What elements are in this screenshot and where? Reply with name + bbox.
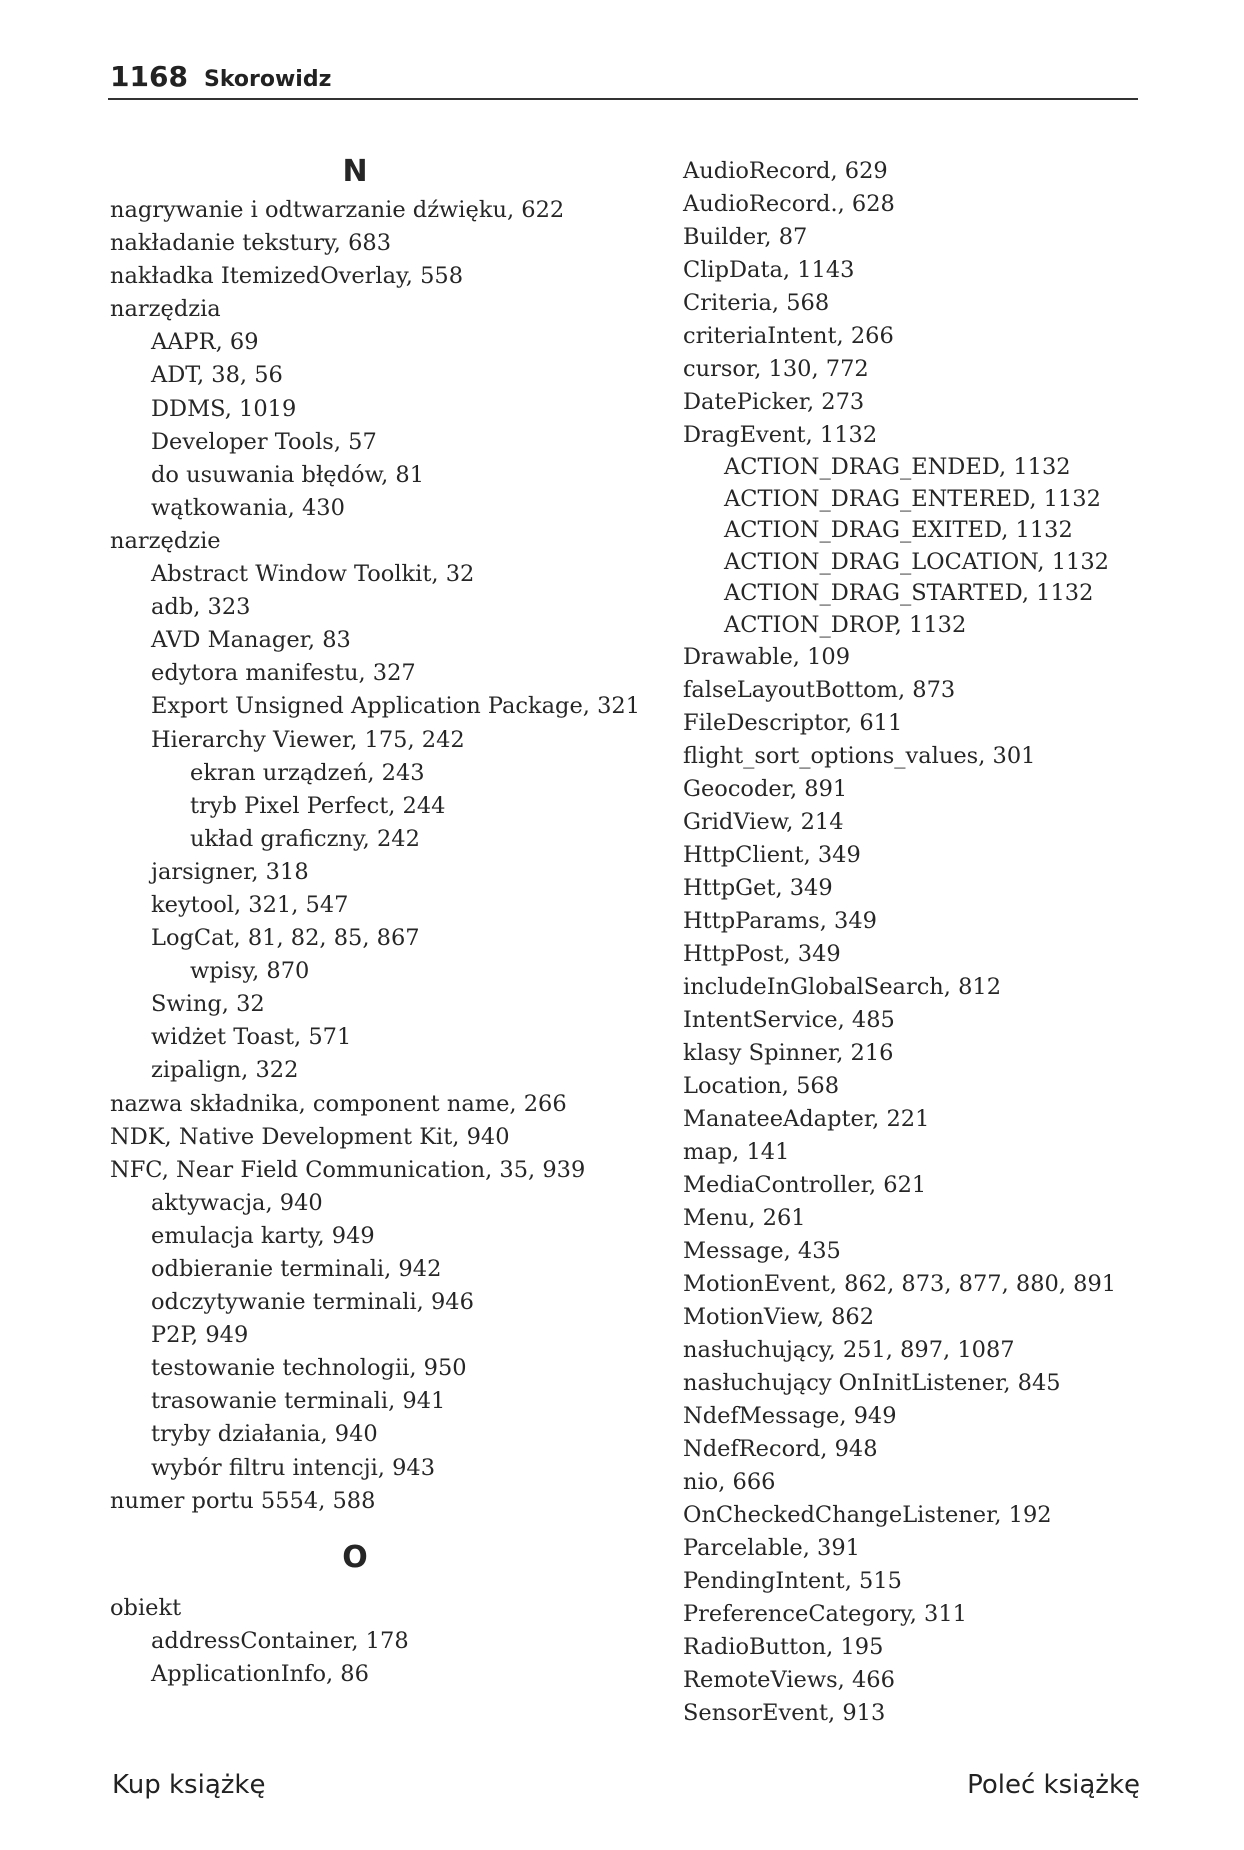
index-entry: Message, 435 [683,1238,841,1264]
index-entry: criteriaIntent, 266 [683,323,894,349]
index-entry: Developer Tools, 57 [151,428,377,455]
index-entry: wątkowania, 430 [151,494,345,521]
index-entry: Hierarchy Viewer, 175, 242 [151,726,465,753]
index-entry: DatePicker, 273 [683,389,865,415]
index-entry: nasłuchujący OnInitListener, 845 [683,1370,1061,1396]
index-entry: ACTION_DRAG_ENTERED, 1132 [724,485,1101,512]
index-entry: aktywacja, 940 [151,1189,323,1216]
index-entry: keytool, 321, 547 [151,891,349,918]
index-entry: ACTION_DRAG_LOCATION, 1132 [724,548,1109,575]
index-entry: Drawable, 109 [683,644,851,670]
index-entry: zipalign, 322 [151,1057,299,1084]
index-entry: FileDescriptor, 611 [683,710,903,736]
index-entry: OnCheckedChangeListener, 192 [683,1502,1052,1528]
index-entry: NFC, Near Field Communication, 35, 939 [110,1156,586,1183]
index-entry: testowanie technologii, 950 [151,1355,467,1382]
index-entry: obiekt [110,1594,182,1621]
index-entry: nasłuchujący, 251, 897, 1087 [683,1337,1015,1363]
index-entry: map, 141 [683,1139,790,1165]
index-entry: ADT, 38, 56 [151,362,283,389]
index-entry: HttpGet, 349 [683,875,833,901]
index-entry: falseLayoutBottom, 873 [683,677,956,703]
index-entry: ManateeAdapter, 221 [683,1106,930,1132]
index-entry: RemoteViews, 466 [683,1667,895,1693]
index-entry: IntentService, 485 [683,1007,895,1033]
index-entry: ACTION_DRAG_STARTED, 1132 [724,580,1094,606]
index-entry: ACTION_DROP, 1132 [724,611,967,638]
index-entry: Builder, 87 [683,224,808,250]
index-entry: ACTION_DRAG_ENDED, 1132 [724,454,1071,480]
page-number: 1168 [110,60,188,93]
index-entry: HttpPost, 349 [683,941,841,967]
index-entry: klasy Spinner, 216 [683,1040,894,1066]
index-entry: nakładanie tekstury, 683 [110,230,392,257]
index-entry: Export Unsigned Application Package, 321 [151,693,641,720]
section-letter-o: O [342,1539,368,1575]
index-entry: MotionEvent, 862, 873, 877, 880, 891 [683,1271,1117,1297]
index-entry: HttpClient, 349 [683,842,861,868]
index-entry: tryby działania, 940 [151,1421,378,1448]
index-entry: tryb Pixel Perfect, 244 [190,792,446,819]
index-entry: emulacja karty, 949 [151,1222,375,1249]
index-entry: PreferenceCategory, 311 [683,1601,967,1627]
index-entry: narzędzia [110,296,221,323]
index-entry: adb, 323 [151,594,251,621]
index-entry: odczytywanie terminali, 946 [151,1289,474,1316]
index-list-o [110,1592,650,1691]
index-entry: nakładka ItemizedOverlay, 558 [110,263,464,290]
index-entry: Swing, 32 [151,991,265,1018]
index-entry: MotionView, 862 [683,1304,875,1330]
index-entry: GridView, 214 [683,809,844,835]
index-entry: flight_sort_options_values, 301 [683,743,1036,769]
index-entry: wybór filtru intencji, 943 [151,1454,436,1481]
index-entry: trasowanie terminali, 941 [151,1388,446,1415]
section-letter-n: N [342,154,368,189]
index-entry: Abstract Window Toolkit, 32 [151,561,475,588]
index-entry: ApplicationInfo, 86 [151,1660,369,1687]
index-entry: AudioRecord, 629 [683,158,888,184]
index-entry: NdefRecord, 948 [683,1436,878,1462]
index-entry: AVD Manager, 83 [151,627,351,654]
index-entry: addressContainer, 178 [151,1627,409,1654]
index-entry: DragEvent, 1132 [683,422,878,448]
index-entry: Criteria, 568 [683,290,830,316]
index-entry: odbieranie terminali, 942 [151,1256,442,1282]
index-entry: nazwa składnika, component name, 266 [110,1090,567,1117]
index-entry: numer portu 5554, 588 [110,1487,376,1514]
index-entry: Geocoder, 891 [683,776,848,802]
running-title: Skorowidz [204,67,332,92]
index-entry: nagrywanie i odtwarzanie dźwięku, 622 [110,197,565,223]
index-entry: widżet Toast, 571 [151,1024,352,1051]
index-entry: edytora manifestu, 327 [151,660,416,687]
index-entry: ClipData, 1143 [683,257,855,283]
index-entry: RadioButton, 195 [683,1634,884,1660]
index-entry: includeInGlobalSearch, 812 [683,974,1002,1000]
index-entry: MediaController, 621 [683,1172,927,1198]
index-entry: jarsigner, 318 [151,858,309,885]
index-entry: LogCat, 81, 82, 85, 867 [151,925,420,952]
index-entry: P2P, 949 [151,1322,249,1349]
index-entry: ekran urządzeń, 243 [190,759,425,786]
index-entry: HttpParams, 349 [683,908,877,934]
recommend-book-link[interactable]: Poleć książkę [967,1770,1140,1800]
index-entry: NDK, Native Development Kit, 940 [110,1123,510,1150]
index-entry: wpisy, 870 [190,958,310,985]
index-entry: DDMS, 1019 [151,395,297,422]
index-entry: AAPR, 69 [151,329,259,356]
index-entry: SensorEvent, 913 [683,1700,886,1726]
index-entry: NdefMessage, 949 [683,1403,897,1429]
index-entry: PendingIntent, 515 [683,1568,902,1594]
index-list-n [110,194,650,1518]
index-entry: narzędzie [110,527,221,554]
buy-book-link[interactable]: Kup książkę [112,1770,266,1800]
page-header [108,58,1138,100]
index-entry: do usuwania błędów, 81 [151,461,425,488]
index-column-right [683,155,1153,1730]
index-list-right [683,155,1153,1730]
index-entry: ACTION_DRAG_EXITED, 1132 [724,517,1073,543]
index-entry: Location, 568 [683,1073,840,1099]
index-entry: nio, 666 [683,1469,776,1495]
index-entry: układ graficzny, 242 [190,825,420,852]
index-entry: AudioRecord., 628 [683,191,895,217]
index-entry: cursor, 130, 772 [683,356,869,382]
index-column-left [110,150,650,1691]
index-entry: Parcelable, 391 [683,1535,860,1561]
index-entry: Menu, 261 [683,1205,806,1231]
